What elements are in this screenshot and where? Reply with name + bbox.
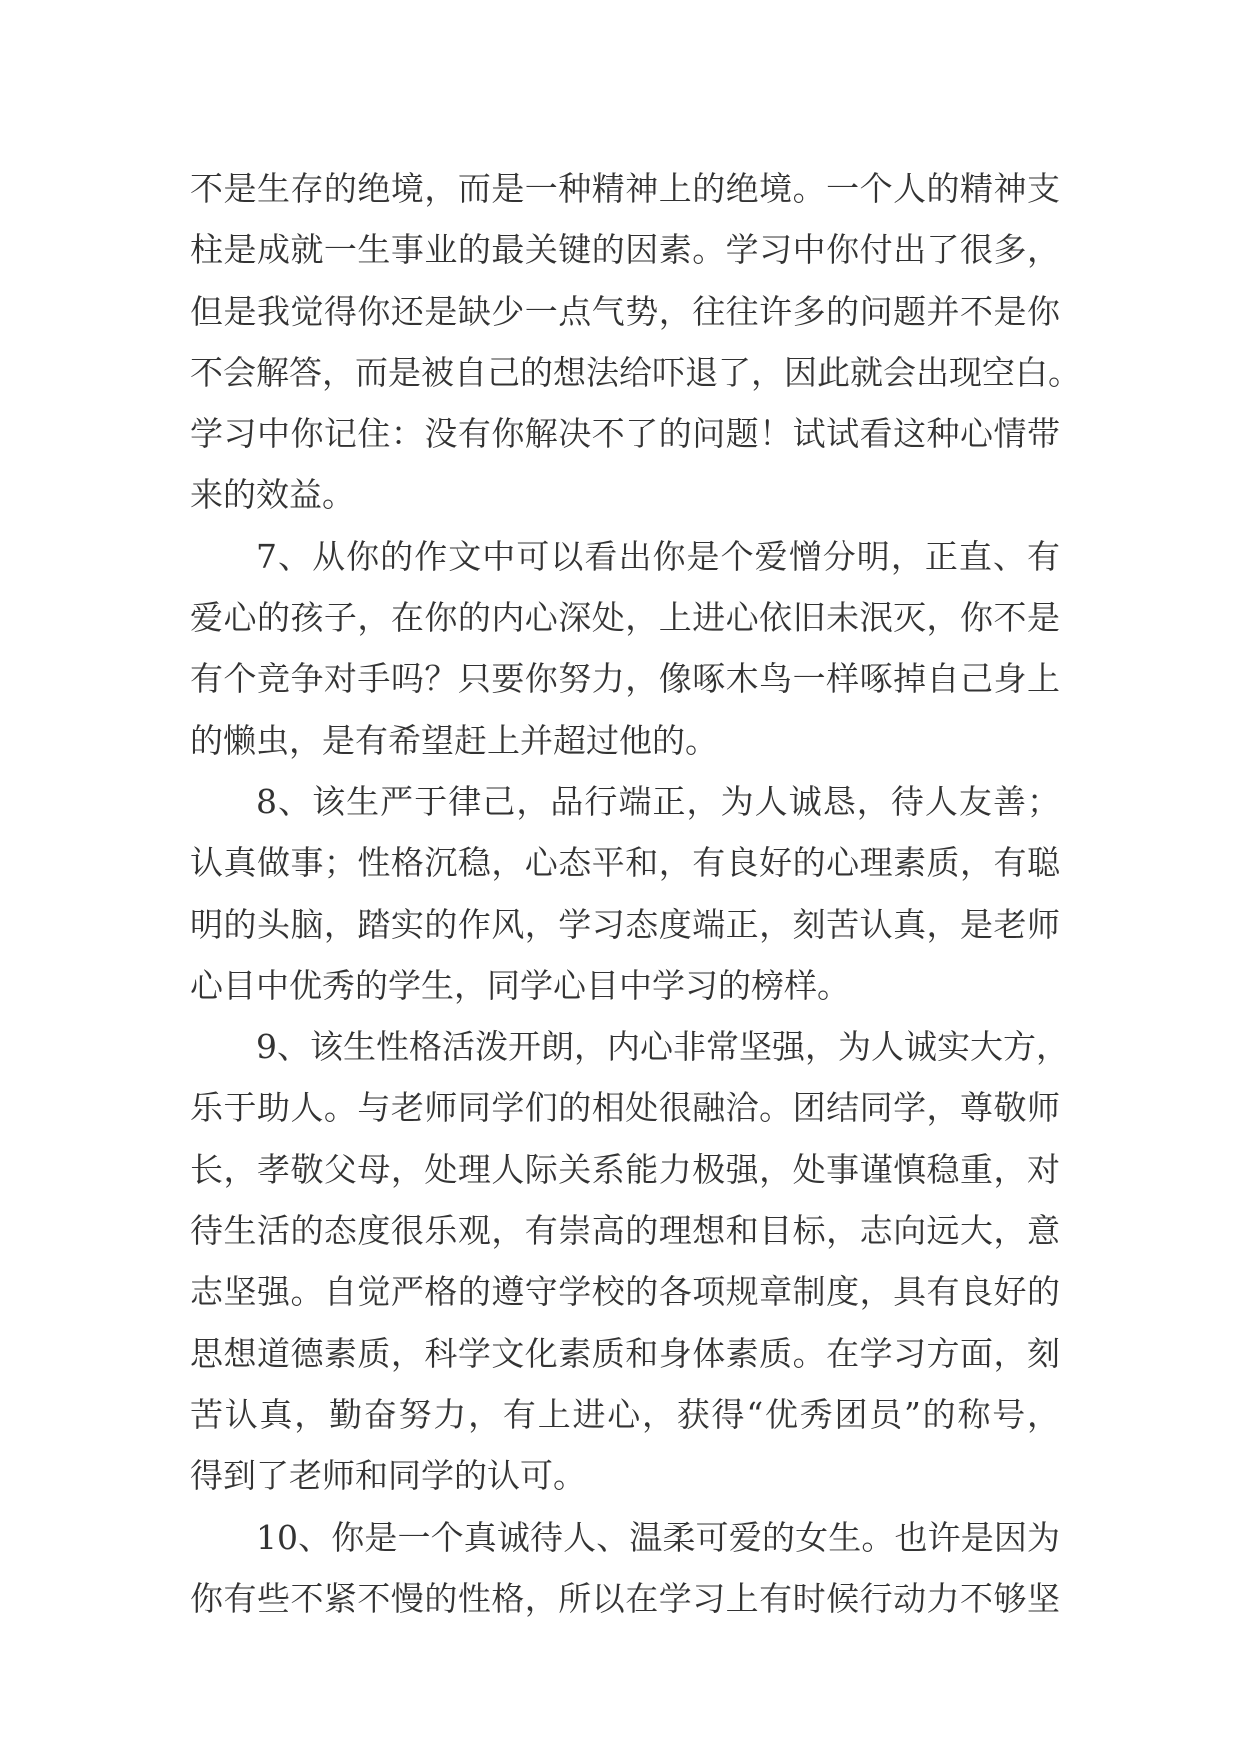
text-line: 但是我觉得你还是缺少一点气势，往往许多的问题并不是你 — [190, 291, 1060, 331]
text-line: 爱心的孩子，在你的内心深处，上进心依旧未泯灭，你不是 — [190, 598, 1060, 638]
text-line: 志坚强。自觉严格的遵守学校的各项规章制度，具有良好的 — [190, 1272, 1060, 1312]
text-line: 不会解答，而是被自己的想法给吓退了，因此就会出现空白。 — [190, 352, 1081, 392]
body-text — [190, 158, 1081, 1629]
text-line: 学习中你记住：没有你解决不了的问题！试试看这种心情带 — [190, 414, 1060, 454]
text-line: 有个竞争对手吗？只要你努力，像啄木鸟一样啄掉自己身上 — [190, 659, 1060, 699]
text-line: 的懒虫，是有希望赶上并超过他的。 — [190, 720, 718, 760]
paragraph-10-start: 10、你是一个真诚待人、温柔可爱的女生。也许是因为 — [256, 1517, 1060, 1557]
text-line: 你有些不紧不慢的性格，所以在学习上有时候行动力不够坚 — [190, 1578, 1060, 1618]
text-line: 柱是成就一生事业的最关键的因素。学习中你付出了很多， — [190, 230, 1060, 270]
text-line: 思想道德素质，科学文化素质和身体素质。在学习方面，刻 — [190, 1333, 1060, 1373]
text-line: 乐于助人。与老师同学们的相处很融洽。团结同学，尊敬师 — [190, 1088, 1060, 1128]
text-line: 来的效益。 — [190, 475, 355, 515]
text-line: 明的头脑，踏实的作风，学习态度端正，刻苦认真，是老师 — [190, 904, 1060, 944]
text-line: 得到了老师和同学的认可。 — [190, 1456, 586, 1496]
paragraph-7-start: 7、从你的作文中可以看出你是个爱憎分明，正直、有 — [256, 536, 1060, 576]
text-line: 苦认真，勤奋努力，有上进心，获得“优秀团员”的称号， — [190, 1394, 1060, 1434]
text-line: 认真做事；性格沉稳，心态平和，有良好的心理素质，有聪 — [190, 843, 1060, 883]
text-line: 不是生存的绝境，而是一种精神上的绝境。一个人的精神支 — [190, 169, 1060, 208]
paragraph-8-start: 8、该生严于律己，品行端正，为人诚恳，待人友善； — [256, 781, 1060, 821]
text-line: 待生活的态度很乐观，有崇高的理想和目标，志向远大，意 — [190, 1211, 1060, 1251]
text-line: 心目中优秀的学生，同学心目中学习的榜样。 — [190, 965, 850, 1005]
text-line: 长，孝敬父母，处理人际关系能力极强，处事谨慎稳重，对 — [190, 1149, 1060, 1189]
paragraph-9-start: 9、该生性格活泼开朗，内心非常坚强，为人诚实大方， — [256, 1027, 1069, 1067]
